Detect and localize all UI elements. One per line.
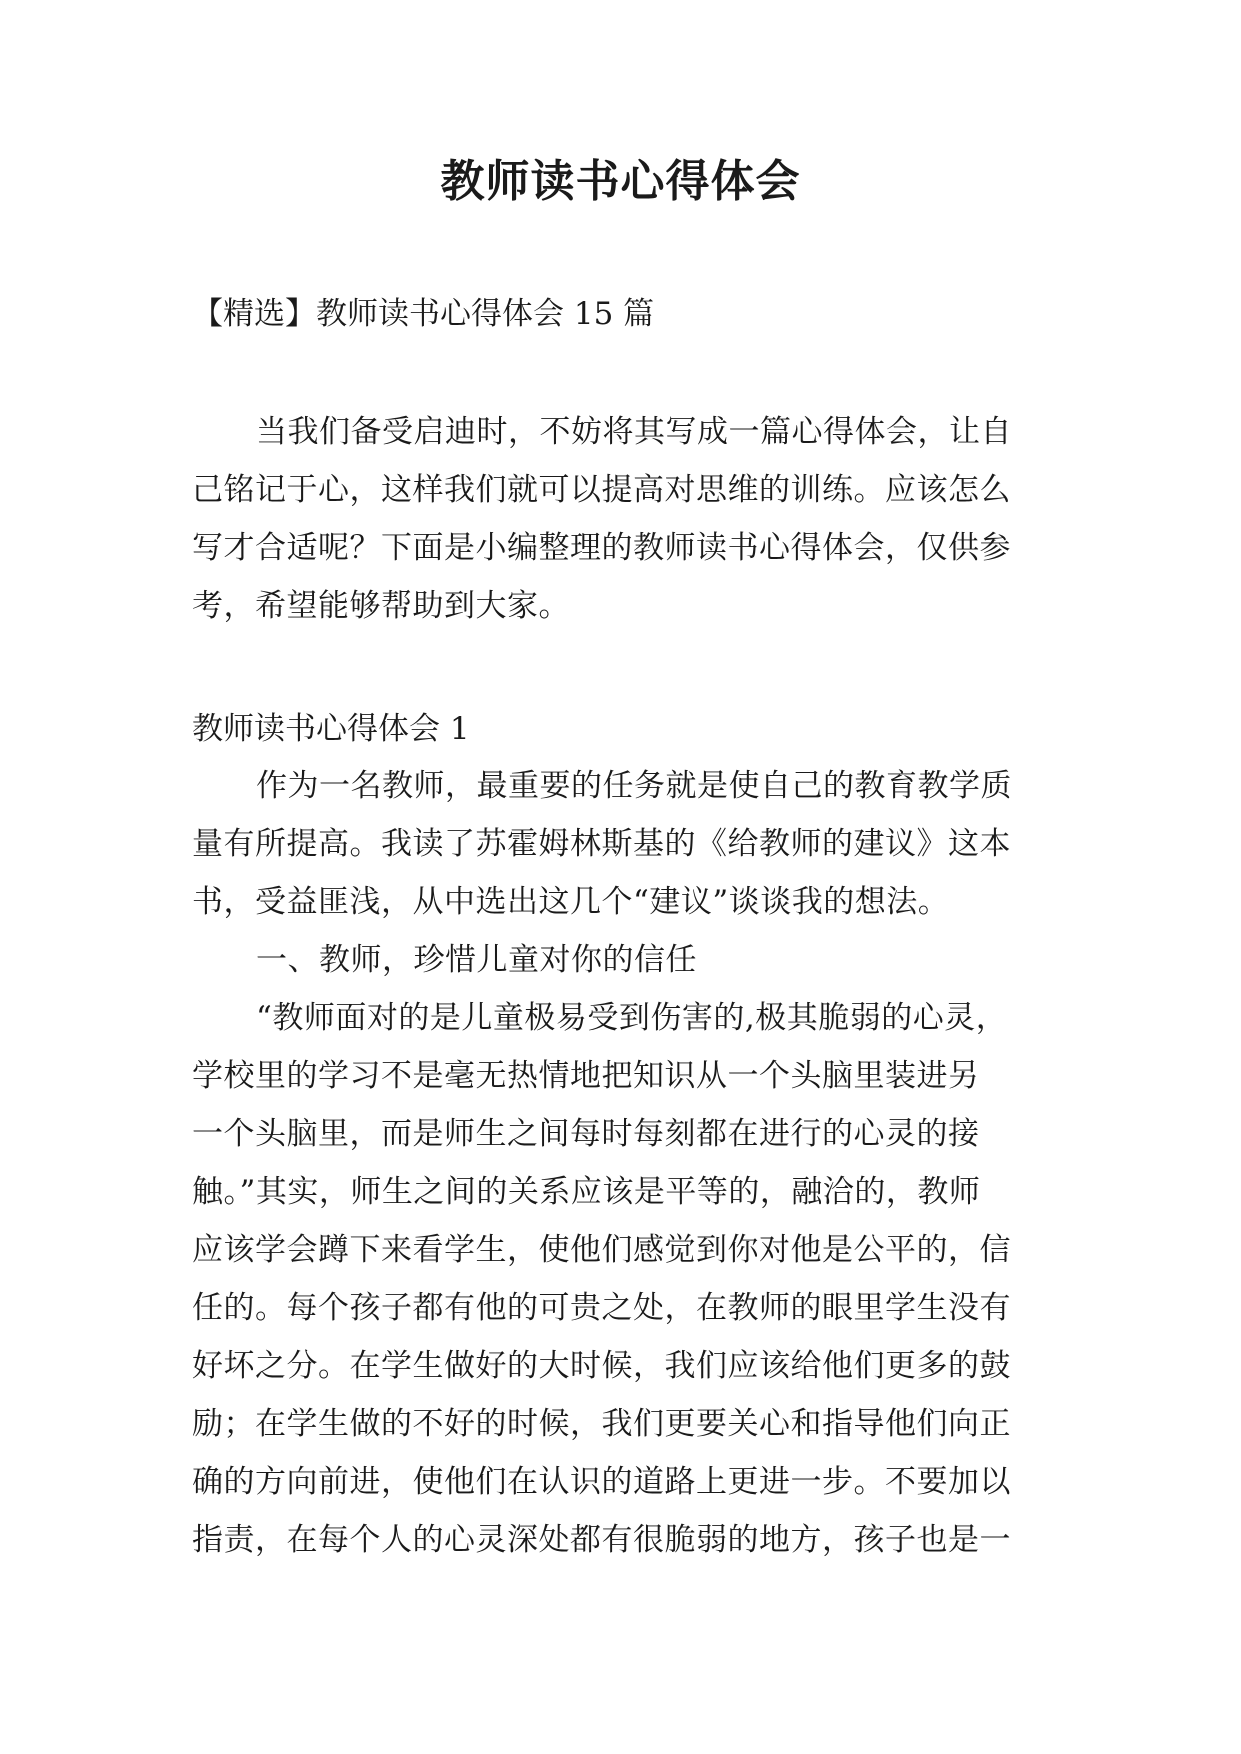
body-line: 应该学会蹲下来看学生，使他们感觉到你对他是公平的，信 xyxy=(192,1232,1011,1268)
section-heading: 教师读书心得体会 1 xyxy=(192,711,470,747)
body-line: 确的方向前进，使他们在认识的道路上更进一步。不要加以 xyxy=(192,1464,1011,1500)
page-title: 教师读书心得体会 xyxy=(440,156,801,207)
body-line: 触。”其实，师生之间的关系应该是平等的，融洽的，教师 xyxy=(192,1174,981,1210)
intro-line: 写才合适呢？下面是小编整理的教师读书心得体会，仅供参 xyxy=(192,530,1011,566)
intro-line: 考，希望能够帮助到大家。 xyxy=(192,588,570,624)
quote-line: “教师面对的是儿童极易受到伤害的,极其脆弱的心灵， xyxy=(256,1000,1008,1036)
intro-line: 己铭记于心，这样我们就可以提高对思维的训练。应该怎么 xyxy=(192,472,1011,508)
body-line: 量有所提高。我读了苏霍姆林斯基的《给教师的建议》这本 xyxy=(192,826,1011,862)
body-line: 指责，在每个人的心灵深处都有很脆弱的地方，孩子也是一 xyxy=(192,1522,1011,1558)
document-subtitle: 【精选】教师读书心得体会 15 篇 xyxy=(192,296,655,332)
body-line: 好坏之分。在学生做好的大时候，我们应该给他们更多的鼓 xyxy=(192,1348,1011,1384)
intro-paragraph xyxy=(192,403,1052,635)
body-paragraphs xyxy=(192,757,1052,1569)
intro-line: 当我们备受启迪时，不妨将其写成一篇心得体会，让自 xyxy=(256,414,1012,450)
body-line: 一个头脑里，而是师生之间每时每刻都在进行的心灵的接 xyxy=(192,1116,980,1152)
body-line: 任的。每个孩子都有他的可贵之处，在教师的眼里学生没有 xyxy=(192,1290,1011,1326)
subheading-line: 一、教师，珍惜儿童对你的信任 xyxy=(256,942,697,978)
body-line: 励；在学生做的不好的时候，我们更要关心和指导他们向正 xyxy=(192,1406,1011,1442)
body-line: 作为一名教师，最重要的任务就是使自己的教育教学质 xyxy=(256,768,1012,804)
body-line: 学校里的学习不是毫无热情地把知识从一个头脑里装进另 xyxy=(192,1058,980,1094)
body-line: 书，受益匪浅，从中选出这几个“建议”谈谈我的想法。 xyxy=(192,884,950,920)
